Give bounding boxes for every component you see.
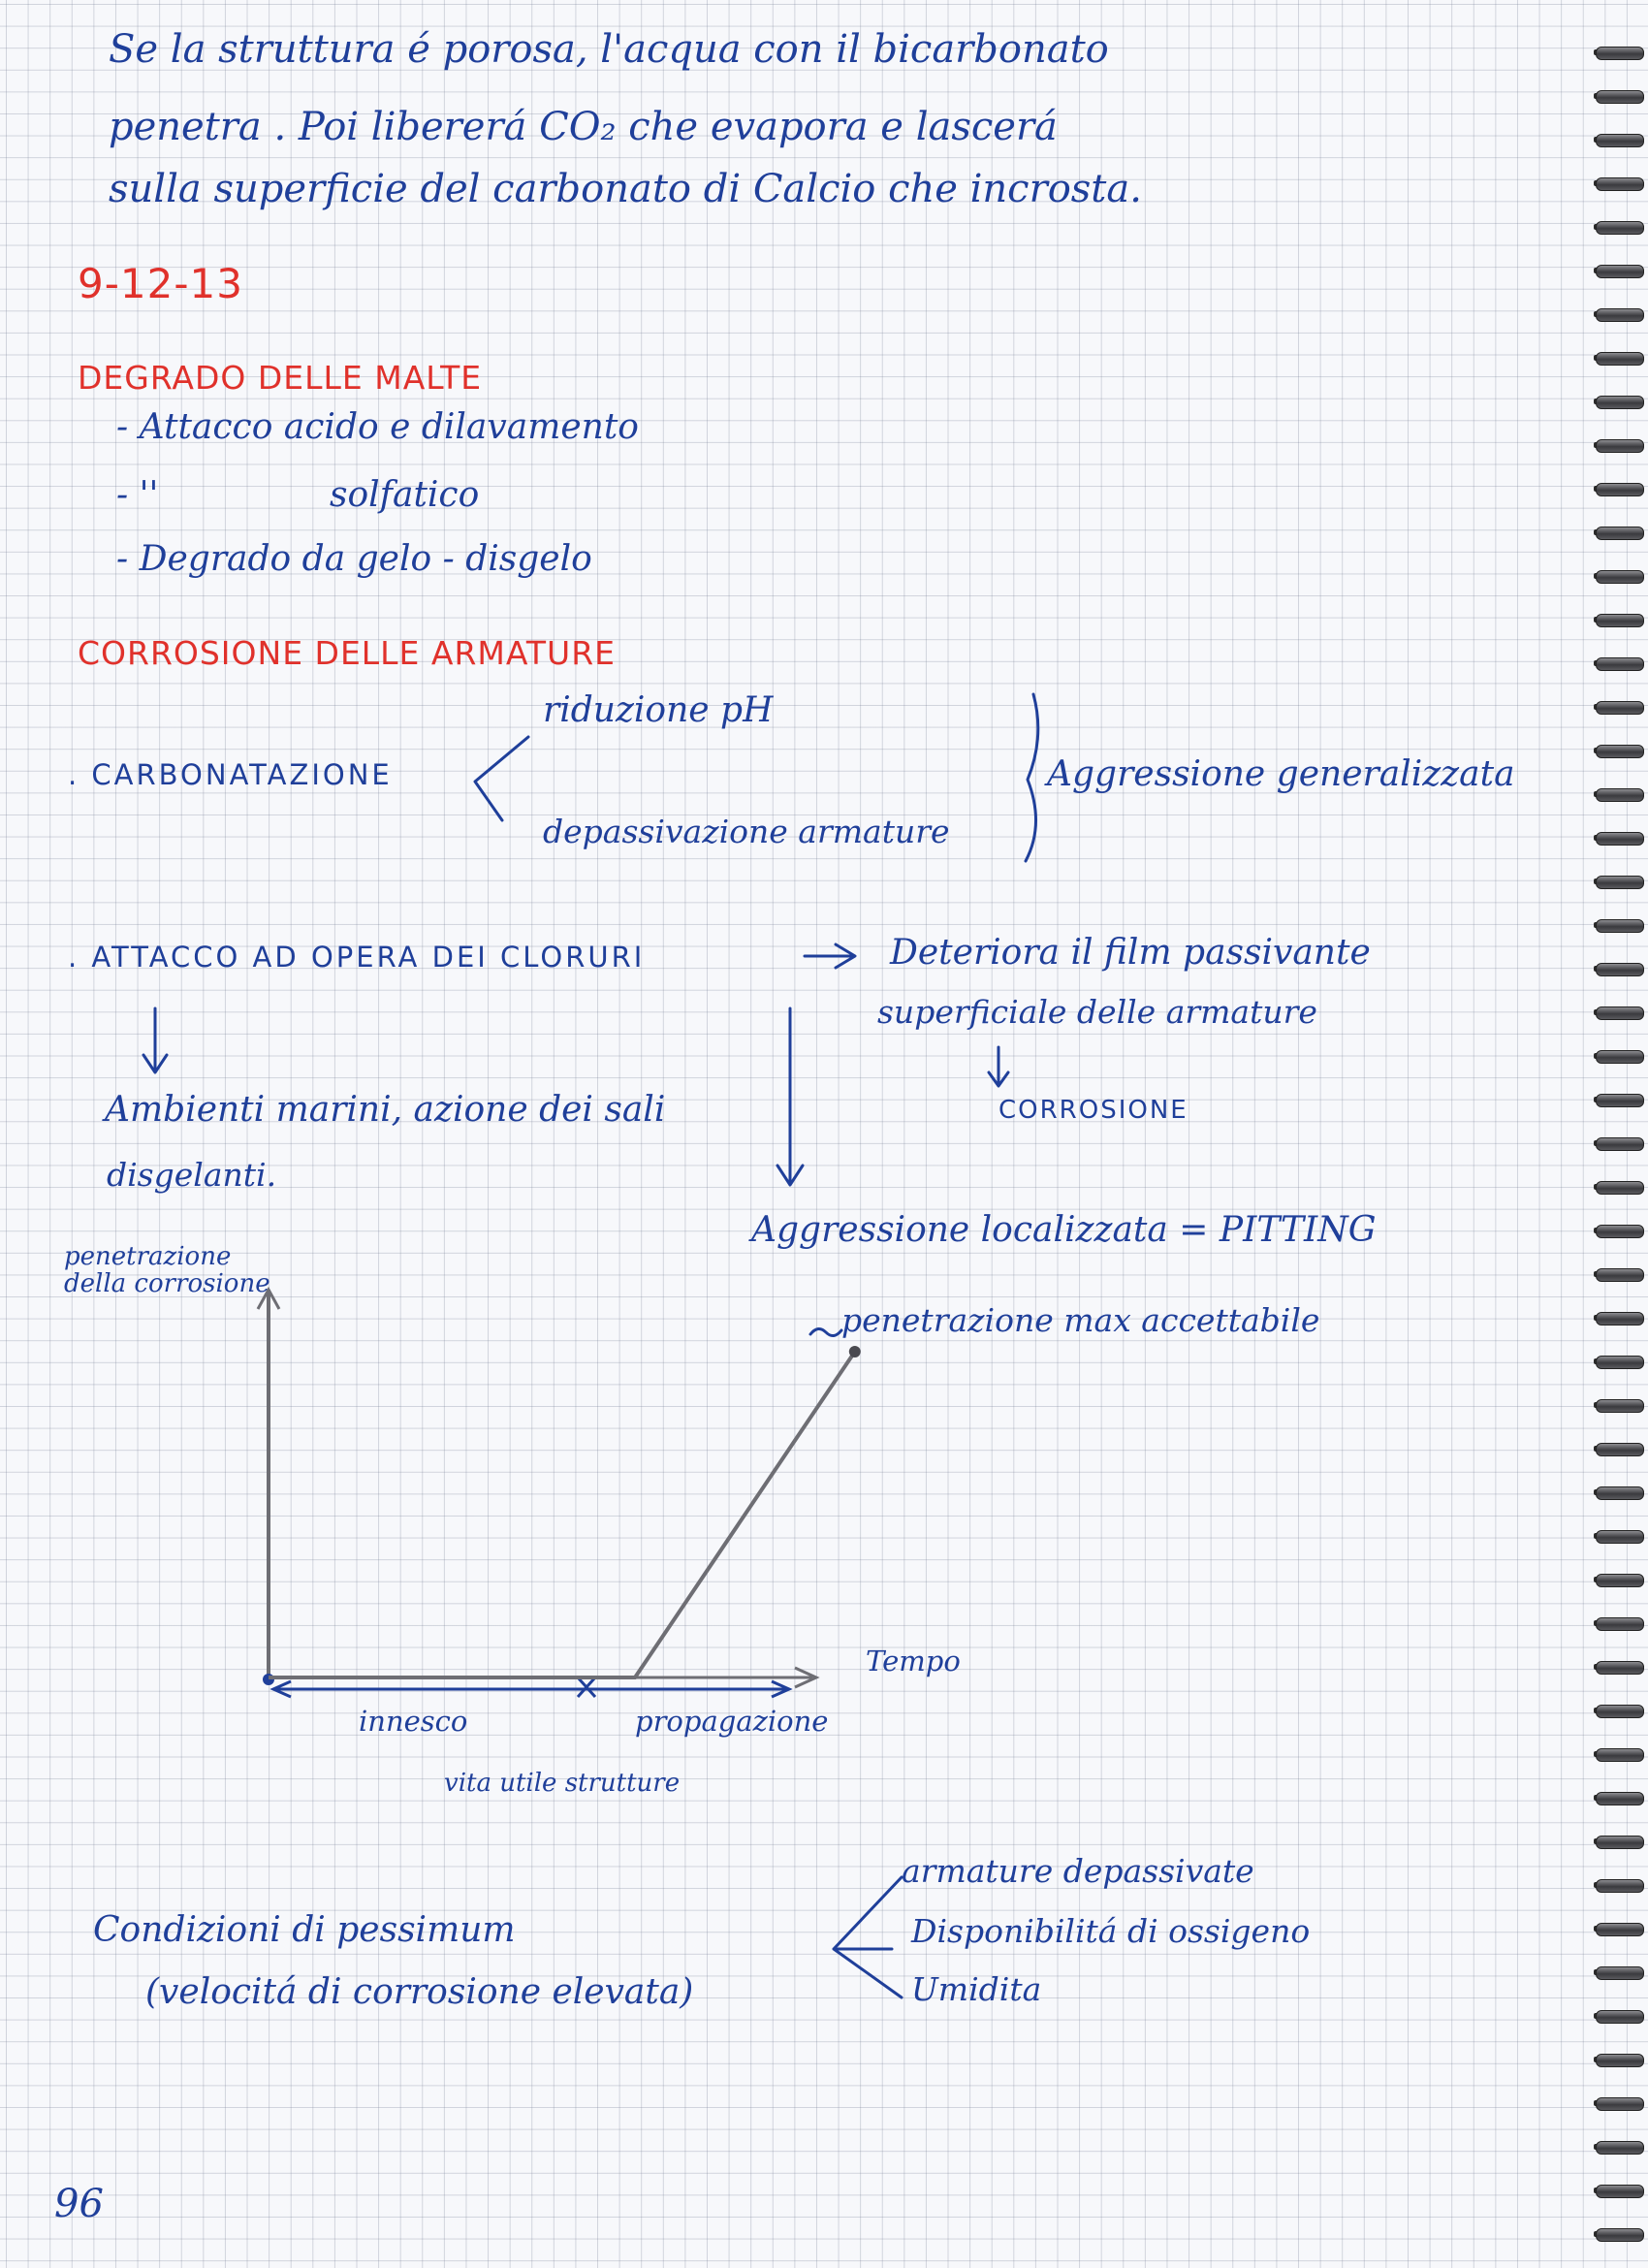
arrow-down-icon	[143, 1008, 167, 1072]
conditions-subtitle: (velocitá di corrosione elevata)	[145, 1972, 694, 2012]
binding-ring	[1588, 1354, 1648, 1371]
binding-ring	[1588, 1179, 1648, 1197]
carbonatazione-label: . CARBONATAZIONE	[68, 758, 393, 791]
binding-ring	[1588, 1135, 1648, 1153]
attacco-cloruri-label: . ATTACCO AD OPERA DEI CLORURI	[68, 941, 646, 974]
binding-ring	[1588, 2008, 1648, 2026]
binding-ring	[1588, 1615, 1648, 1633]
binding-ring	[1588, 874, 1648, 891]
condition-item: Disponibilitá di ossigeno	[911, 1912, 1311, 1950]
binding-ring	[1588, 1746, 1648, 1764]
arrow-right-icon	[805, 944, 855, 968]
binding-ring	[1588, 88, 1648, 106]
binding-ring	[1588, 1310, 1648, 1327]
cross-mark-icon	[578, 1677, 595, 1697]
deteriora-line-1: Deteriora il film passivante	[890, 933, 1371, 973]
branch-riduzione-ph: riduzione pH	[543, 690, 774, 730]
binding-ring	[1588, 1005, 1648, 1022]
aggressione-localizzata: Aggressione localizzata = PITTING	[751, 1210, 1377, 1250]
page-number: 96	[54, 2182, 104, 2226]
binding-ring	[1588, 1877, 1648, 1895]
binding-ring	[1588, 1048, 1648, 1066]
intro-line-2: penetra . Poi libererá CO₂ che evapora e lascerá	[109, 105, 1058, 149]
intro-line-3: sulla superficie del carbonato di Calcio che incrosta.	[109, 167, 1142, 211]
binding-ring	[1588, 961, 1648, 978]
binding-ring	[1588, 1834, 1648, 1851]
brace-right-icon	[1026, 694, 1038, 861]
binding-ring	[1588, 699, 1648, 717]
chart-phase-label: innesco	[359, 1705, 468, 1738]
binding-ring	[1588, 786, 1648, 804]
binding-ring	[1588, 2139, 1648, 2156]
chart-series-line	[269, 1352, 855, 1677]
binding-ring	[1588, 1397, 1648, 1415]
chart-phase-label: propagazione	[635, 1705, 829, 1738]
binding-ring	[1588, 1266, 1648, 1284]
binding-ring	[1588, 2226, 1648, 2244]
chart-point-max	[849, 1346, 861, 1358]
binding-ring	[1588, 655, 1648, 673]
list-item: solfatico	[330, 475, 480, 515]
binding-ring	[1588, 1572, 1648, 1589]
branch-depassivazione: depassivazione armature	[543, 813, 950, 850]
arrow-down-icon	[989, 1047, 1008, 1086]
list-item: - Attacco acido e dilavamento	[116, 407, 639, 447]
aggressione-generalizzata: Aggressione generalizzata	[1047, 754, 1515, 794]
corrosione-label: CORROSIONE	[998, 1096, 1188, 1125]
chart-bracket-label: vita utile strutture	[444, 1769, 681, 1798]
brace-carbonatazione-icon	[475, 737, 528, 820]
chart-x-axis-label: Tempo	[866, 1645, 961, 1677]
deteriora-line-2: superficiale delle armature	[877, 993, 1317, 1031]
binding-ring	[1588, 1485, 1648, 1502]
binding-ring	[1588, 1659, 1648, 1677]
binding-ring	[1588, 1441, 1648, 1458]
binding-ring	[1588, 45, 1648, 62]
section-title-corrosione-armature: CORROSIONE DELLE ARMATURE	[78, 634, 616, 672]
binding-ring	[1588, 437, 1648, 455]
tilde-icon	[810, 1328, 841, 1335]
binding-ring	[1588, 1790, 1648, 1807]
binding-ring	[1588, 568, 1648, 586]
binding-ring	[1588, 2095, 1648, 2113]
binding-ring	[1588, 176, 1648, 193]
binding-ring	[1588, 219, 1648, 237]
list-item: - Degrado da gelo - disgelo	[116, 539, 592, 579]
brace-conditions-icon	[834, 1877, 902, 1997]
binding-ring	[1588, 2183, 1648, 2200]
binding-ring	[1588, 481, 1648, 498]
date-heading: 9-12-13	[78, 260, 243, 307]
binding-ring	[1588, 263, 1648, 280]
binding-ring	[1588, 306, 1648, 324]
binding-ring	[1588, 743, 1648, 760]
intro-line-1: Se la struttura é porosa, l'acqua con il bicarbonato	[109, 27, 1109, 72]
binding-ring	[1588, 1921, 1648, 1938]
binding-ring	[1588, 1703, 1648, 1720]
binding-ring	[1588, 350, 1648, 367]
binding-ring	[1588, 394, 1648, 411]
ambienti-line-2: disgelanti.	[107, 1156, 277, 1194]
binding-ring	[1588, 612, 1648, 629]
chart-annotation: penetrazione max accettabile	[841, 1301, 1320, 1339]
section-title-degrado-malte: DEGRADO DELLE MALTE	[78, 359, 483, 397]
arrow-down-icon	[777, 1008, 803, 1185]
binding-ring	[1588, 525, 1648, 542]
condition-item: armature depassivate	[902, 1852, 1254, 1890]
ambienti-line-1: Ambienti marini, azione dei sali	[105, 1090, 666, 1130]
binding-ring	[1588, 132, 1648, 149]
chart-area	[258, 1290, 861, 1697]
binding-ring	[1588, 1965, 1648, 1982]
binding-ring	[1588, 830, 1648, 847]
binding-ring	[1588, 1528, 1648, 1546]
binding-ring	[1588, 1223, 1648, 1240]
chart-y-axis-label: penetrazione della corrosione	[64, 1242, 270, 1298]
conditions-title: Condizioni di pessimum	[93, 1910, 516, 1950]
binding-ring	[1588, 917, 1648, 935]
binding-ring	[1588, 1092, 1648, 1109]
condition-item: Umidita	[911, 1970, 1042, 2008]
list-item-ditto: - ''	[116, 475, 159, 515]
binding-ring	[1588, 2052, 1648, 2069]
